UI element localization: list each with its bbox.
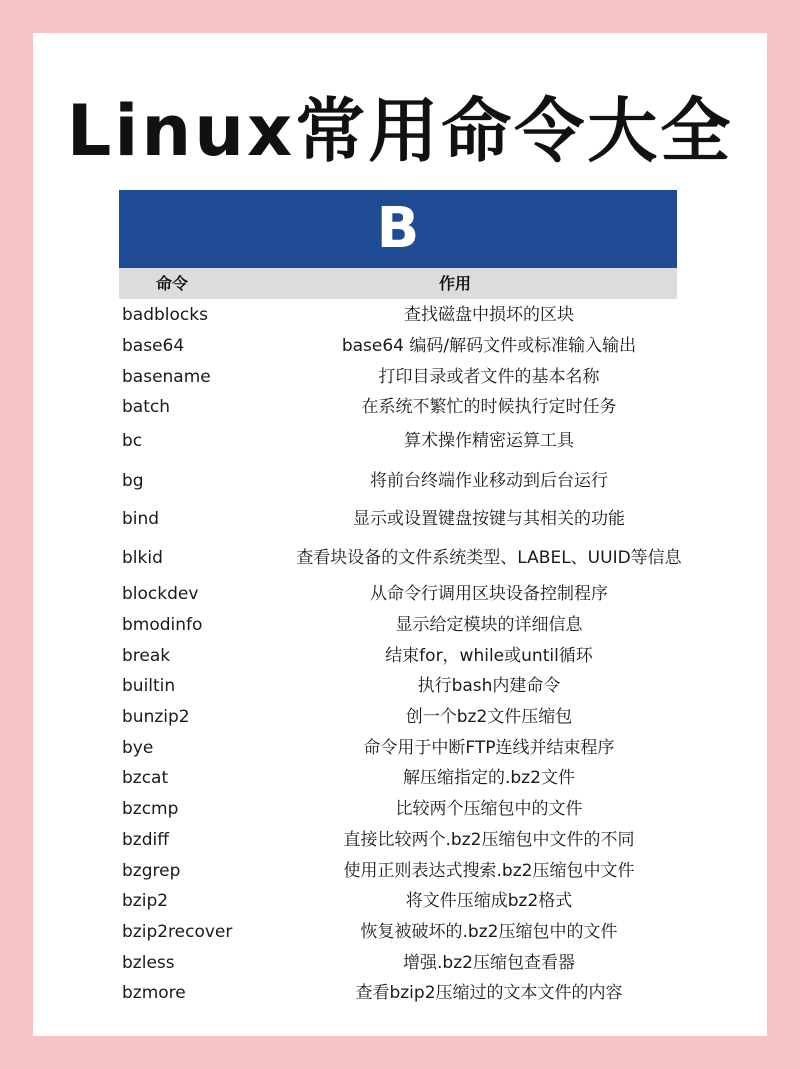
command-name: basename [122, 367, 211, 387]
command-description: 显示或设置键盘按键与其相关的功能 [353, 509, 625, 529]
table-row [119, 427, 677, 455]
command-description: 显示给定模块的详细信息 [395, 615, 583, 635]
table-row [119, 918, 677, 946]
table-row [119, 332, 677, 360]
command-description: 创一个bz2文件压缩包 [405, 707, 573, 727]
command-name: bzdiff [122, 830, 169, 850]
command-description: 使用正则表达式搜索.bz2压缩包中文件 [343, 861, 635, 881]
column-header-function: 作用 [439, 274, 472, 293]
table-row [119, 826, 677, 854]
command-description: 解压缩指定的.bz2文件 [403, 768, 575, 788]
command-name: bzless [122, 953, 175, 973]
command-description: 打印目录或者文件的基本名称 [378, 367, 600, 387]
table-row [119, 764, 677, 792]
command-description: 命令用于中断FTP连线并结束程序 [363, 738, 615, 758]
table-row [119, 301, 677, 329]
table-header [119, 268, 677, 299]
command-name: bzgrep [122, 861, 181, 881]
command-description: base64 编码/解码文件或标准输入输出 [341, 336, 637, 356]
command-description: 比较两个压缩包中的文件 [395, 799, 583, 819]
command-name: bzip2 [122, 891, 169, 911]
command-name: badblocks [122, 305, 208, 325]
command-name: bzcmp [122, 799, 179, 819]
command-name: batch [122, 397, 170, 417]
command-name: bc [122, 431, 143, 451]
column-header-command: 命令 [156, 274, 189, 293]
table-row [119, 611, 677, 639]
table-row [119, 703, 677, 731]
command-name: bmodinfo [122, 615, 203, 635]
command-name: bzcat [122, 768, 169, 788]
table-row [119, 642, 677, 670]
table-row [119, 672, 677, 700]
command-name: bzip2recover [122, 922, 233, 942]
command-description: 结束for，while或until循环 [385, 646, 593, 666]
table-row [119, 857, 677, 885]
command-description: 算术操作精密运算工具 [404, 431, 574, 451]
command-description: 查找磁盘中损坏的区块 [404, 305, 574, 325]
command-description: 在系统不繁忙的时候执行定时任务 [361, 397, 617, 417]
command-description: 查看块设备的文件系统类型、LABEL、UUID等信息 [296, 548, 682, 568]
table-row [119, 544, 682, 572]
command-name: bind [122, 509, 160, 529]
command-description: 恢复被破坏的.bz2压缩包中的文件 [360, 922, 618, 942]
command-name: bunzip2 [122, 707, 190, 727]
table-row [119, 580, 677, 608]
command-description: 增强.bz2压缩包查看器 [403, 953, 575, 973]
command-description: 从命令行调用区块设备控制程序 [370, 584, 608, 604]
command-name: bzmore [122, 983, 186, 1003]
content-card [33, 33, 767, 1036]
command-name: bye [122, 738, 154, 758]
command-description: 直接比较两个.bz2压缩包中文件的不同 [343, 830, 635, 850]
command-description: 查看bzip2压缩过的文本文件的内容 [355, 983, 623, 1003]
section-letter-banner: B [119, 190, 677, 268]
command-description: 将文件压缩成bz2格式 [405, 891, 573, 911]
table-row [119, 505, 677, 533]
table-row [119, 887, 677, 915]
command-description: 将前台终端作业移动到后台运行 [370, 471, 608, 491]
table-row [119, 467, 677, 495]
command-name: base64 [122, 336, 185, 356]
command-name: break [122, 646, 171, 666]
command-description: 执行bash内建命令 [417, 676, 561, 696]
table-row [119, 949, 677, 977]
command-name: builtin [122, 676, 176, 696]
table-row [119, 979, 677, 1007]
command-name: blockdev [122, 584, 199, 604]
command-name: blkid [122, 548, 163, 568]
page-title: Linux常用命令大全 [66, 90, 734, 172]
table-row [119, 795, 677, 823]
table-row [119, 734, 677, 762]
command-name: bg [122, 471, 144, 491]
table-row [119, 393, 677, 421]
table-row [119, 363, 677, 391]
